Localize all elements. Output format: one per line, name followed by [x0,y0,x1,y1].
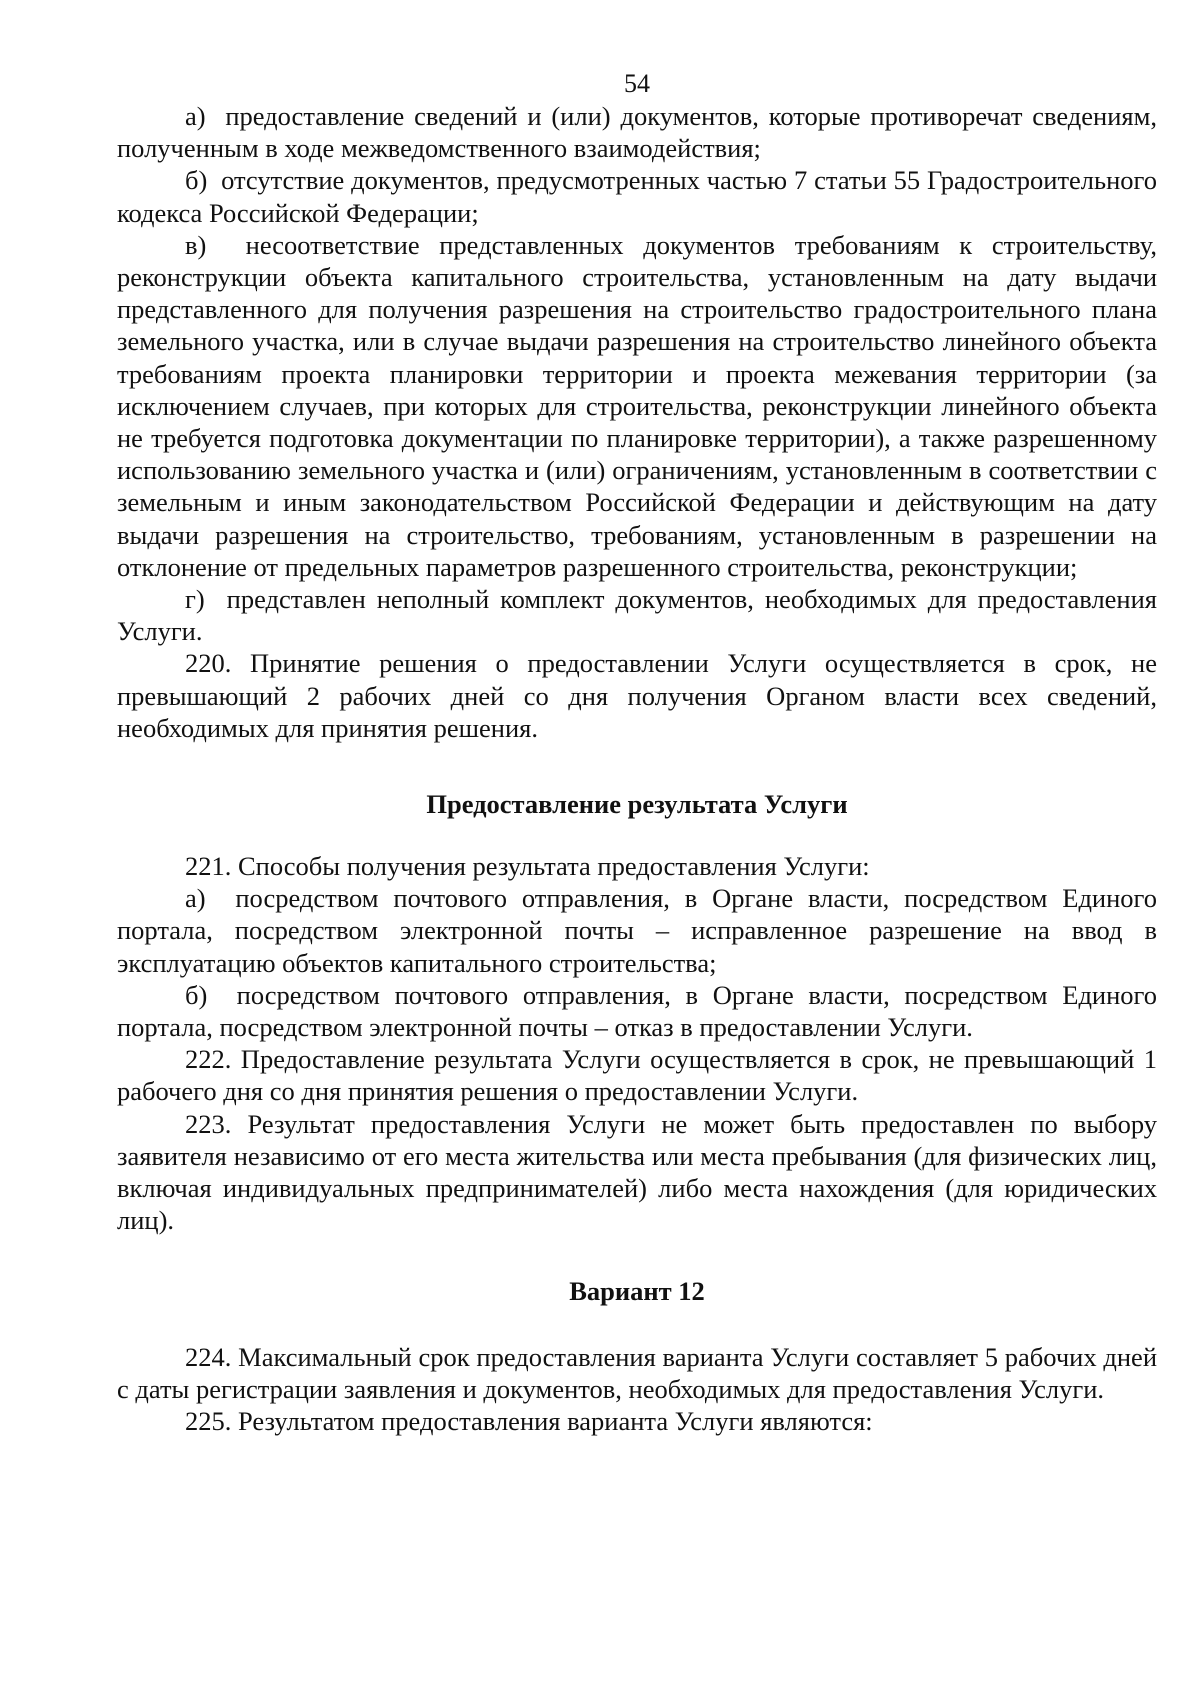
section-heading-variant-12: Вариант 12 [569,1275,705,1306]
paragraph-222: 222. Предоставление результата Услуги осуществляется в срок, не превышающий 1 рабочего дня со дня принятия решения о предоставлении Услуги. [117,1044,1157,1107]
paragraph-221-a: а) посредством почтового отправления, в Органе власти, посредством Единого портала, посредством электронной почты – исправленное разрешение на ввод в эксплуатацию объектов капитального строительства; [117,883,1157,978]
page-number: 54 [624,69,650,98]
section-heading-result: Предоставление результата Услуги [426,789,848,820]
paragraph-221-b: б) посредством почтового отправления, в Органе власти, посредством Единого портала, посредством электронной почты – отказ в предоставлении Услуги. [117,979,1157,1043]
paragraph-item-b: б) отсутствие документов, предусмотренных частью 7 статьи 55 Градостроительного кодекса Российской Федерации; [117,165,1157,228]
paragraph-224: 224. Максимальный срок предоставления варианта Услуги составляет 5 рабочих дней с даты регистрации заявления и документов, необходимых для предоставления Услуги. [117,1341,1157,1404]
paragraph-223: 223. Результат предоставления Услуги не может быть предоставлен по выбору заявителя независимо от его места жительства или места пребывания (для физических лиц, включая индивидуальных предпринимателей) либо места нахождения (для юридических лиц). [117,1108,1157,1236]
paragraph-item-g: г) представлен неполный комплект документов, необходимых для предоставления Услуги. [117,584,1157,647]
paragraph-item-a: а) предоставление сведений и (или) документов, которые противоречат сведениям, полученным в ходе межведомственного взаимодействия; [117,101,1157,164]
paragraph-item-v: в) несоответствие представленных документов требованиям к строительству, реконструкции объекта капитального строительства, установленным на дату выдачи представленного для получения разрешения на строительство градостроительного плана земельного участка, или в случае выдачи разрешения на строительство линейного объекта требованиям проекта планировки территории и проекта межевания территории (за исключением случаев, при которых для строительства, реконструкции линейного объекта не требуется подготовка документации по планировке территории), а также разрешенному использованию земельного участка и (или) ограничениям, установленным в соответствии с земельным и иным законодательством Российской Федерации и действующим на дату выдачи разрешения на строительство, требованиям, установленным в разрешении на отклонение от предельных параметров разрешенного строительства, реконструкции; [117,229,1157,582]
paragraph-221: 221. Способы получения результата предоставления Услуги: [185,851,870,882]
document-page [117,68,1157,1437]
paragraph-220: 220. Принятие решения о предоставлении Услуги осуществляется в срок, не превышающий 2 рабочих дней со дня получения Органом власти всех сведений, необходимых для принятия решения. [117,648,1157,743]
paragraph-225: 225. Результатом предоставления варианта Услуги являются: [185,1405,873,1436]
